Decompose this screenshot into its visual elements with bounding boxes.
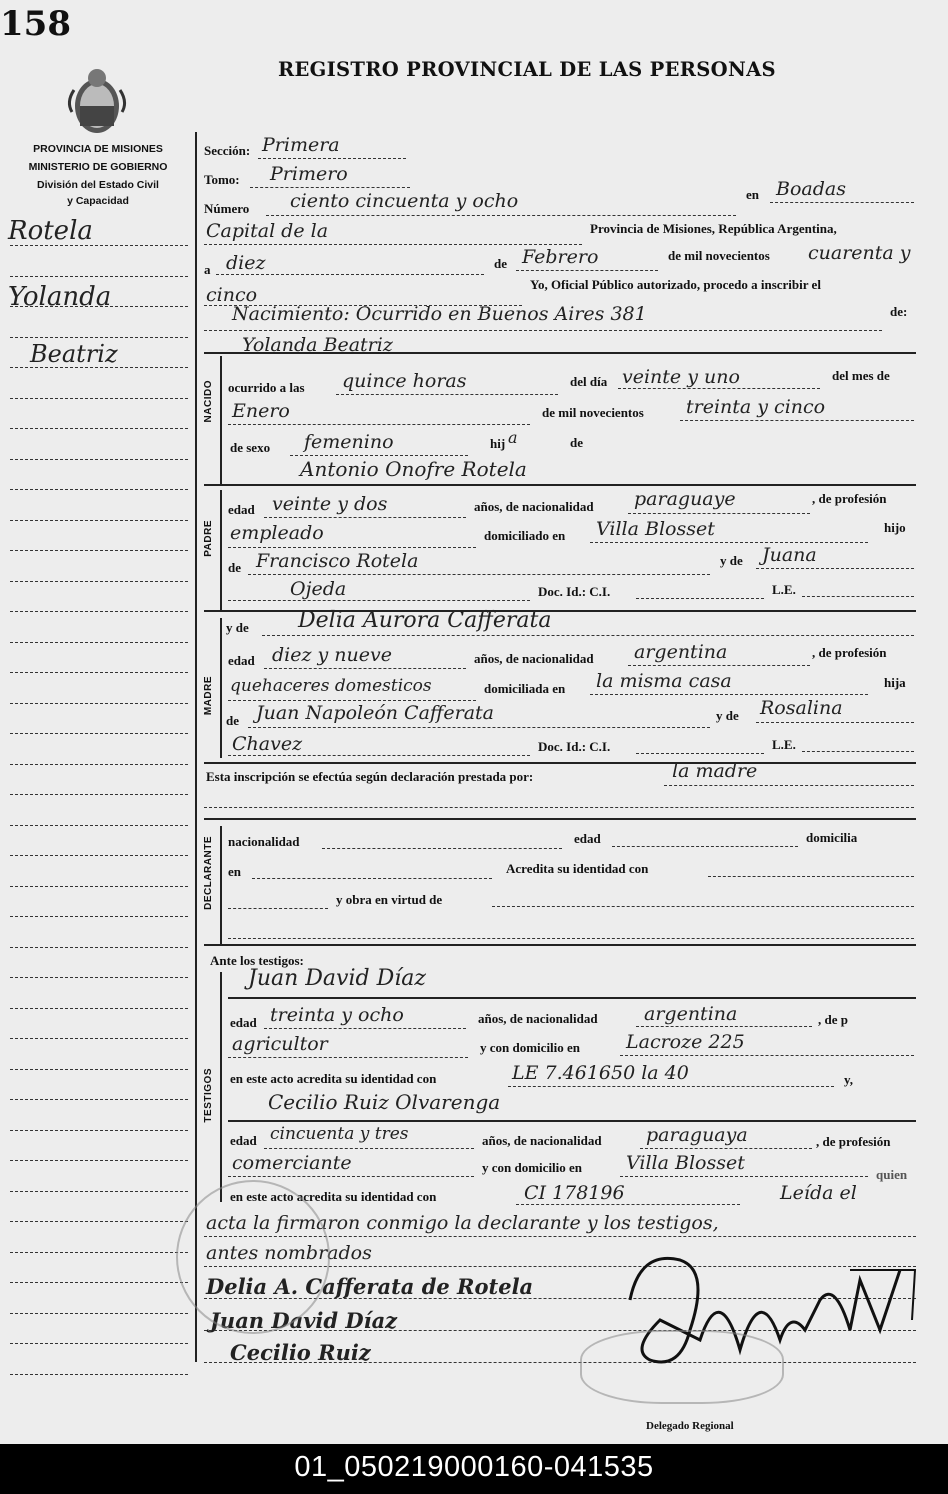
value-testigo2-nombre: Cecilio Ruiz Olvarenga	[268, 1090, 501, 1114]
margin-rule	[10, 1099, 188, 1100]
value-madre-madre2: Chavez	[232, 733, 303, 755]
margin-rule	[10, 1374, 188, 1375]
rule	[802, 751, 914, 752]
value-mil-novecientos: cuarenta y	[808, 242, 911, 264]
rule	[508, 1086, 834, 1087]
rule	[228, 424, 530, 425]
margin-rule	[10, 1008, 188, 1009]
section-madre: MADRE	[203, 676, 214, 716]
record-number: 158	[0, 4, 71, 44]
margin-rule	[10, 977, 188, 978]
rule	[620, 1055, 914, 1056]
margin-rule	[10, 794, 188, 795]
value-madre-dom: la misma casa	[596, 670, 732, 692]
label-y-de: y de	[720, 553, 743, 568]
rule	[590, 542, 868, 543]
section-rule	[204, 352, 916, 354]
rule	[264, 668, 466, 669]
value-testigo2-dom: Villa Blosset	[626, 1152, 745, 1174]
official-stamp-icon	[580, 1330, 784, 1404]
rule	[590, 694, 868, 695]
value-padre-dom: Villa Blosset	[596, 518, 715, 540]
rule	[228, 1176, 474, 1177]
label-provincia: Provincia de Misiones, República Argentina,	[590, 221, 837, 236]
margin-rule	[10, 733, 188, 734]
value-testigo1-nombre: Juan David Díaz	[248, 966, 426, 991]
rule	[628, 513, 810, 514]
rule	[204, 330, 882, 331]
margin-rule	[10, 1343, 188, 1344]
margin-rule	[10, 611, 188, 612]
label-hijo: hijo	[884, 520, 906, 535]
value-testigo2-prof: comerciante	[232, 1152, 352, 1174]
margin-rule	[10, 825, 188, 826]
margin-rule	[10, 703, 188, 704]
label-con-domicilio2: y con domicilio en	[482, 1160, 583, 1175]
label-anos-nac: años, de nacionalidad	[474, 499, 594, 514]
label-de-profesion: , de profesión	[812, 491, 887, 506]
label-de4: de	[226, 713, 239, 728]
label-numero: Número	[204, 201, 250, 216]
section-rule	[204, 762, 916, 764]
label-de-mil: de mil novecientos	[668, 248, 770, 263]
rule	[618, 388, 820, 389]
rule	[636, 598, 764, 599]
section-bracket	[220, 618, 222, 758]
value-testigo1-dom: Lacroze 225	[626, 1031, 745, 1053]
label-doc-id: Doc. Id.: C.I.	[538, 584, 611, 599]
value-anio-cont: cinco	[206, 284, 258, 306]
value-numero: ciento cincuenta y ocho	[290, 190, 519, 212]
label-nacionalidad: nacionalidad	[228, 834, 300, 849]
value-mes: Enero	[232, 400, 290, 422]
value-madre-nombre: Delia Aurora Cafferata	[298, 608, 552, 633]
rule	[228, 1057, 468, 1058]
label-y-de2: y de	[716, 708, 739, 723]
value-testigo1-edad: treinta y ocho	[270, 1004, 404, 1026]
margin-rule	[10, 1282, 188, 1283]
label-de-colon: de:	[890, 304, 908, 319]
rule	[516, 1204, 740, 1205]
rule	[322, 848, 562, 849]
label-sexo: de sexo	[230, 440, 271, 455]
margin-rule	[10, 916, 188, 917]
left-margin-rule	[195, 132, 197, 1362]
rule	[640, 1148, 812, 1149]
rule	[290, 455, 468, 456]
rule	[228, 755, 530, 756]
section-bracket	[220, 490, 222, 610]
label-ocurrido: ocurrido a las	[228, 380, 305, 395]
value-madre-nac: argentina	[634, 641, 728, 663]
rule	[620, 1176, 868, 1177]
value-nacimiento: Nacimiento: Ocurrido en Buenos Aires 381	[232, 303, 647, 325]
rule	[756, 722, 914, 723]
rule	[228, 600, 530, 601]
value-padre-prof: empleado	[230, 522, 324, 544]
label-de-p: , de p	[818, 1012, 848, 1027]
section-rule	[204, 944, 916, 946]
signature-witness1: Juan David Díaz	[210, 1308, 398, 1333]
margin-rule	[10, 672, 188, 673]
value-de-mes: Febrero	[522, 246, 599, 268]
value-padre-nac: paraguaye	[634, 488, 736, 510]
rule	[264, 1028, 466, 1029]
value-padre-nombre: Antonio Onofre Rotela	[300, 457, 527, 481]
label-de3: de	[228, 560, 241, 575]
section-padre: PADRE	[203, 520, 214, 557]
margin-rule	[10, 855, 188, 856]
value-madre-prof: quehaceres domesticos	[230, 676, 432, 696]
label-del-dia: del día	[570, 374, 608, 389]
rule	[770, 202, 914, 203]
label-domiciliado: domiciliado en	[484, 528, 566, 543]
value-closing1: Leída el	[780, 1182, 857, 1204]
signature-mother: Delia A. Cafferata de Rotela	[206, 1274, 534, 1299]
value-madre-padre: Juan Napoleón Cafferata	[256, 702, 494, 724]
margin-rule	[10, 947, 188, 948]
rule	[228, 908, 328, 909]
org-division: División del Estado Civil	[37, 179, 159, 191]
rule	[664, 785, 914, 786]
label-edad: edad	[228, 502, 255, 517]
margin-rule	[10, 489, 188, 490]
rule	[516, 270, 658, 271]
signature-witness2: Cecilio Ruiz	[230, 1340, 371, 1365]
margin-rule	[10, 1313, 188, 1314]
section-rule	[228, 997, 916, 999]
margin-rule	[10, 550, 188, 551]
margin-rule	[10, 367, 188, 368]
margin-rule	[10, 1191, 188, 1192]
value-capital: Capital de la	[206, 220, 329, 242]
rule	[264, 517, 466, 518]
label-yo-oficial: Yo, Oficial Público autorizado, procedo a inscribir el	[530, 277, 821, 292]
margin-rule	[10, 1221, 188, 1222]
label-acredita: Acredita su identidad con	[506, 861, 649, 876]
section-bracket	[220, 356, 222, 486]
label-acredita2: en este acto acredita su identidad con	[230, 1071, 437, 1086]
rule	[264, 1148, 474, 1149]
section-rule	[228, 1120, 916, 1122]
rule	[250, 187, 410, 188]
value-padre-edad: veinte y dos	[272, 493, 388, 515]
section-bracket	[220, 972, 222, 1202]
label-de-profesion-m: , de profesión	[812, 645, 887, 660]
label-con-domicilio: y con domicilio en	[480, 1040, 581, 1055]
label-de-profesion3: , de profesión	[816, 1134, 891, 1149]
label-esta-inscripcion: Esta inscripción se efectúa según declaración prestada por:	[206, 769, 534, 784]
label-seccion: Sección:	[204, 143, 251, 158]
margin-rule	[10, 886, 188, 887]
label-en: en	[746, 187, 759, 202]
rule	[492, 906, 914, 907]
label-quien: quien	[876, 1167, 908, 1182]
section-rule	[204, 484, 916, 486]
label-doc-id2: Doc. Id.: C.I.	[538, 739, 611, 754]
margin-rule	[10, 428, 188, 429]
label-de: de	[494, 256, 507, 271]
org-ministry: MINISTERIO DE GOBIERNO	[28, 161, 168, 173]
value-testigo2-edad: cincuenta y tres	[270, 1124, 409, 1144]
value-closing2: acta la firmaron conmigo la declarante y los testigos,	[206, 1212, 719, 1234]
rule	[628, 665, 810, 666]
org-capacity: y Capacidad	[67, 195, 129, 207]
value-closing3: antes nombrados	[206, 1242, 372, 1264]
rule	[612, 846, 798, 847]
value-testigo1-nac: argentina	[644, 1003, 738, 1025]
rule	[262, 635, 914, 636]
margin-rule	[10, 245, 188, 246]
rule	[228, 700, 476, 701]
value-nombre: Yolanda Beatriz	[242, 334, 393, 356]
document-title: REGISTRO PROVINCIAL DE LAS PERSONAS	[278, 58, 776, 81]
rule	[756, 568, 914, 569]
margin-rule	[10, 1130, 188, 1131]
section-bracket	[220, 826, 222, 944]
margin-rule	[10, 1069, 188, 1070]
label-en2: en	[228, 864, 241, 879]
value-en-lugar: Boadas	[776, 178, 846, 200]
label-y-de-madre: y de	[226, 620, 249, 635]
value-testigo2-nac: paraguaya	[646, 1124, 748, 1146]
rule	[228, 938, 914, 939]
value-padre-madre1: Juana	[762, 544, 817, 566]
rule	[336, 394, 558, 395]
margin-rule	[10, 276, 188, 277]
label-le2: L.E.	[772, 737, 796, 752]
image-id-caption: 01_050219000160-041535	[294, 1451, 654, 1483]
label-anos-nac-m: años, de nacionalidad	[474, 651, 594, 666]
delegado-label: Delegado Regional	[646, 1420, 734, 1432]
margin-rule	[10, 581, 188, 582]
label-edad5: edad	[230, 1133, 257, 1148]
label-anos-nac2: años, de nacionalidad	[478, 1011, 598, 1026]
rule	[636, 753, 764, 754]
margin-rule	[10, 459, 188, 460]
rule	[266, 215, 736, 216]
value-madre-madre1: Rosalina	[760, 697, 843, 719]
margin-name2: Beatriz	[30, 340, 118, 368]
section-declarante: DECLARANTE	[203, 836, 214, 910]
rule	[248, 574, 710, 575]
margin-surname: Rotela	[8, 216, 93, 246]
value-anio: treinta y cinco	[686, 396, 826, 418]
rule	[680, 420, 914, 421]
label-edad4: edad	[230, 1015, 257, 1030]
label-le: L.E.	[772, 582, 796, 597]
rule	[252, 878, 492, 879]
margin-rule	[10, 337, 188, 338]
value-horas: quince horas	[342, 370, 467, 392]
section-testigos: TESTIGOS	[203, 1068, 214, 1123]
margin-rule	[10, 1038, 188, 1039]
label-tomo: Tomo:	[204, 172, 240, 187]
margin-rule	[10, 642, 188, 643]
value-madre-edad: diez y nueve	[272, 644, 393, 666]
label-ante-testigos: Ante los testigos:	[210, 953, 304, 968]
label-hij: hij	[490, 436, 506, 451]
value-dia: veinte y uno	[622, 366, 740, 388]
value-testigo1-doc: LE 7.461650 la 40	[512, 1062, 689, 1084]
rule	[802, 596, 914, 597]
label-edad3: edad	[574, 831, 601, 846]
coat-of-arms-icon	[64, 62, 130, 140]
value-seccion: Primera	[262, 134, 340, 156]
margin-rule	[10, 520, 188, 521]
label-obra: y obra en virtud de	[336, 892, 443, 907]
label-acredita3: en este acto acredita su identidad con	[230, 1189, 437, 1204]
value-tomo: Primero	[270, 163, 348, 185]
value-hij-suffix: a	[508, 428, 518, 447]
margin-rule	[10, 398, 188, 399]
rule	[636, 1026, 812, 1027]
value-padre-madre2: Ojeda	[290, 578, 347, 600]
rule	[216, 274, 484, 275]
rule	[258, 158, 406, 159]
seal-stamp-icon	[176, 1180, 330, 1334]
margin-rule	[10, 764, 188, 765]
rule	[204, 244, 582, 245]
margin-rule	[10, 306, 188, 307]
value-testigo1-prof: agricultor	[232, 1033, 328, 1055]
value-sexo: femenino	[304, 431, 394, 453]
org-province: PROVINCIA DE MISIONES	[33, 143, 163, 155]
label-del-mes: del mes de	[832, 368, 890, 383]
label-y-comma: y,	[844, 1072, 854, 1087]
label-de-mil2: de mil novecientos	[542, 405, 644, 420]
value-testigo2-doc: CI 178196	[524, 1182, 625, 1204]
rule	[204, 807, 914, 808]
rule	[248, 727, 710, 728]
margin-rule	[10, 1160, 188, 1161]
value-padre-padre: Francisco Rotela	[256, 550, 419, 572]
label-anos-nac3: años, de nacionalidad	[482, 1133, 602, 1148]
value-a-dia: diez	[226, 252, 266, 274]
rule	[228, 547, 476, 548]
label-edad2: edad	[228, 653, 255, 668]
value-declarante: la madre	[672, 760, 758, 782]
margin-rule	[10, 1252, 188, 1253]
section-nacido: NACIDO	[203, 380, 214, 423]
label-de2: de	[570, 435, 583, 450]
rule	[708, 876, 914, 877]
label-domiciliada: domiciliada en	[484, 681, 566, 696]
label-a: a	[204, 262, 211, 277]
label-domicilia: domicilia	[806, 830, 858, 845]
margin-name1: Yolanda	[8, 282, 112, 312]
label-hija: hija	[884, 675, 906, 690]
section-rule	[204, 818, 916, 820]
